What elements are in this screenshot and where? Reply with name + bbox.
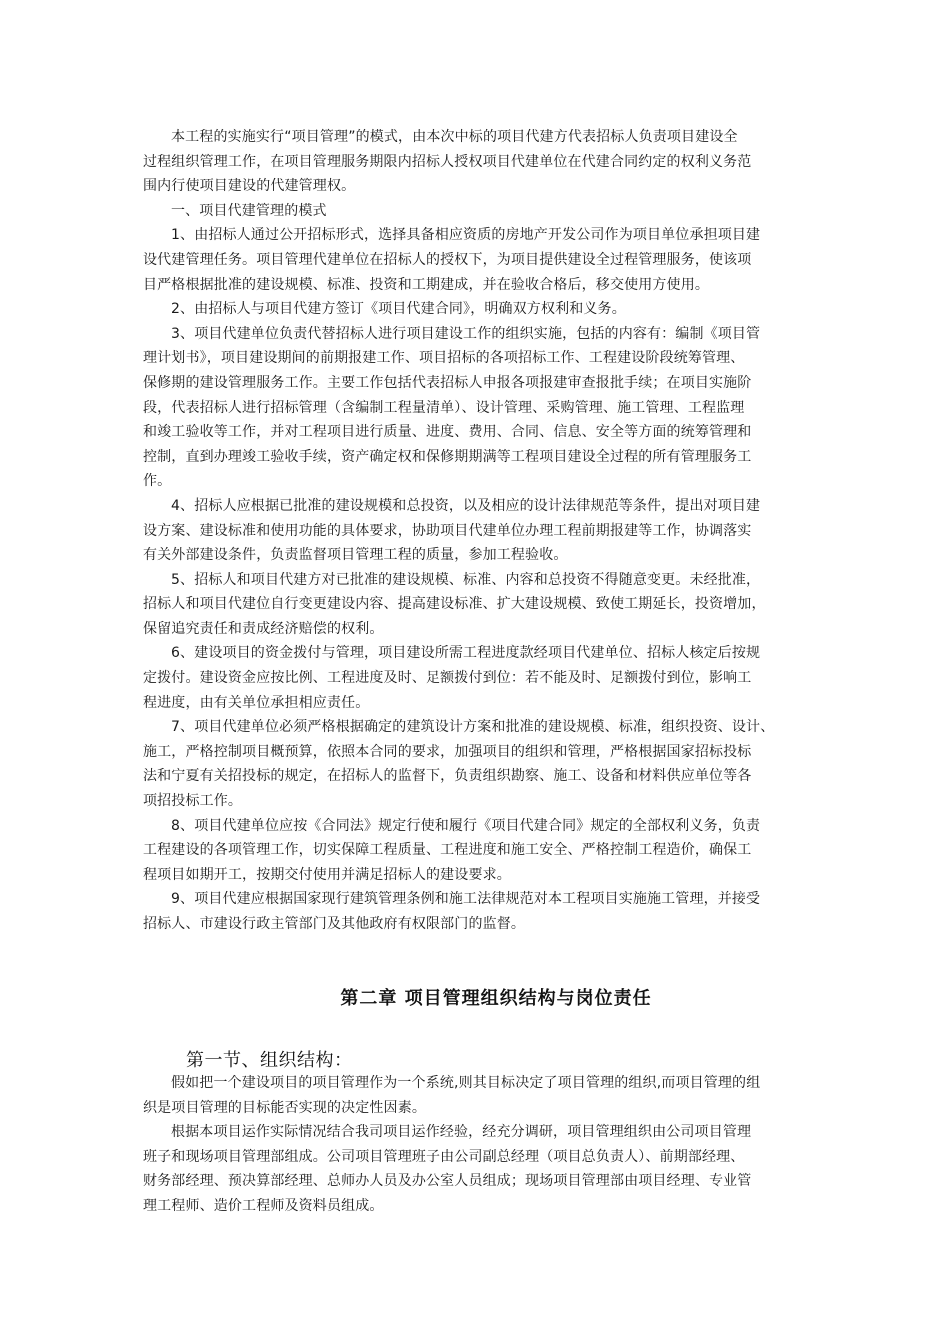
paragraph-item-1	[143, 223, 815, 297]
paragraph-item-9	[143, 887, 815, 936]
text-line: 程项目如期开工，按期交付使用并满足招标人的建设要求。	[143, 866, 511, 883]
text-line: 5、招标人和项目代建方对已批准的建设规模、标准、内容和总投资不得随意变更。未经批准，	[171, 571, 761, 588]
text-line: 施工，严格控制项目概预算，依照本合同的要求，加强项目的组织和管理，严格根据国家招标投标	[143, 743, 752, 760]
text-line: 设代建管理任务。项目管理代建单位在招标人的授权下，为项目提供建设全过程管理服务，使该项	[143, 251, 752, 268]
text-line: 围内行使项目建设的代建管理权。	[143, 178, 356, 195]
paragraph-org-system	[143, 1071, 815, 1120]
paragraph-heading-mode	[143, 199, 815, 224]
paragraph-item-3	[143, 322, 815, 494]
text-line: 招标人和项目代建位自行变更建设内容、提高建设标准、扩大建设规模、致使工期延长，投资增加，	[143, 596, 766, 613]
chapter-title: 第二章 项目管理组织结构与岗位责任	[340, 988, 652, 1009]
text-line: 设方案、建设标准和使用功能的具体要求，协助项目代建单位办理工程前期报建等工作，协调落实	[143, 522, 752, 539]
text-line: 8、项目代建单位应按《合同法》规定行使和履行《项目代建合同》规定的全部权利义务，负责	[171, 817, 761, 834]
paragraph-item-6	[143, 641, 815, 715]
text-line: 过程组织管理工作，在项目管理服务期限内招标人授权项目代建单位在代建合同约定的权利义务范	[143, 153, 752, 170]
text-line: 作。	[143, 473, 172, 490]
paragraph-org-composition	[143, 1120, 815, 1218]
text-line: 保修期的建设管理服务工作。主要工作包括代表招标人申报各项报建审查报批手续；在项目实施阶	[143, 374, 752, 391]
paragraph-item-8	[143, 814, 815, 888]
text-line: 招标人、市建设行政主管部门及其他政府有权限部门的监督。	[143, 916, 526, 932]
text-line: 一、项目代建管理的模式	[171, 202, 327, 219]
text-line: 程进度，由有关单位承担相应责任。	[143, 694, 370, 711]
text-line: 理计划书》，项目建设期间的前期报建工作、项目招标的各项招标工作、工程建设阶段统筹管理、	[143, 350, 745, 367]
text-line: 定拨付。建设资金应按比例、工程进度及时、足额拨付到位：若不能及时、足额拨付到位，影响工	[143, 670, 752, 687]
text-line: 目严格根据批准的建设规模、标准、投资和工期建成，并在验收合格后，移交使用方使用。	[143, 276, 709, 293]
text-line: 9、项目代建应根据国家现行建筑管理条例和施工法律规范对本工程项目实施施工管理，并接受	[171, 891, 761, 908]
text-line: 财务部经理、预决算部经理、总师办人员及办公室人员组成；现场项目管理部由项目经理、专业管	[143, 1173, 752, 1190]
paragraph-item-5	[143, 568, 815, 642]
text-line: 7、项目代建单位必须严格根据确定的建筑设计方案和批准的建设规模、标准，组织投资、设计、	[171, 719, 775, 736]
text-line: 有关外部建设条件，负责监督项目管理工程的质量，参加工程验收。	[143, 547, 568, 564]
text-line: 本工程的实施实行“项目管理”的模式，由本次中标的项目代建方代表招标人负责项目建设全	[171, 129, 738, 145]
text-line: 段，代表招标人进行招标管理（含编制工程量清单）、设计管理、采购管理、施工管理、工程监理	[143, 399, 745, 416]
text-line: 4、招标人应根据已批准的建设规模和总投资，以及相应的设计法律规范等条件，提出对项目建	[171, 497, 761, 514]
text-line: 法和宁夏有关招投标的规定，在招标人的监督下，负责组织勘察、施工、设备和材料供应单位等各	[143, 768, 752, 785]
text-line: 控制，直到办理竣工验收手续，资产确定权和保修期期满等工程项目建设全过程的所有管理服务工	[143, 448, 752, 465]
text-line: 2、由招标人与项目代建方签订《项目代建合同》，明确双方权利和义务。	[171, 301, 626, 318]
text-line: 6、建设项目的资金拨付与管理，项目建设所需工程进度款经项目代建单位、招标人核定后按规	[171, 645, 761, 662]
paragraph-intro	[143, 125, 815, 199]
text-line: 1、由招标人通过公开招标形式，选择具备相应资质的房地产开发公司作为项目单位承担项目建	[171, 227, 761, 244]
body-text-top	[143, 125, 815, 937]
paragraph-item-2	[143, 297, 815, 322]
text-line: 和竣工验收等工作，并对工程项目进行质量、进度、费用、合同、信息、安全等方面的统筹管理和	[143, 424, 752, 441]
paragraph-item-4	[143, 494, 815, 568]
paragraph-item-7	[143, 715, 815, 813]
text-line: 织是项目管理的目标能否实现的决定性因素。	[143, 1099, 426, 1116]
text-line: 保留追究责任和责成经济赔偿的权利。	[143, 620, 384, 637]
text-line: 理工程师、造价工程师及资料员组成。	[143, 1197, 384, 1214]
text-line: 工程建设的各项管理工作，切实保障工程质量、工程进度和施工安全、严格控制工程造价，确保工	[143, 842, 752, 859]
section-title: 第一节、组织结构：	[186, 1050, 353, 1071]
text-line: 假如把一个建设项目的项目管理作为一个系统,则其目标决定了项目管理的组织,而项目管理的组	[171, 1075, 761, 1091]
text-line: 根据本项目运作实际情况结合我司项目运作经验，经充分调研，项目管理组织由公司项目管理	[171, 1124, 752, 1141]
text-line: 班子和现场项目管理部组成。公司项目管理班子由公司副总经理（项目总负责人）、前期部经理、	[143, 1148, 745, 1165]
body-text-bottom	[143, 1071, 815, 1219]
text-line: 项招投标工作。	[143, 793, 243, 810]
text-line: 3、项目代建单位负责代替招标人进行项目建设工作的组织实施，包括的内容有：编制《项目管	[171, 325, 761, 342]
